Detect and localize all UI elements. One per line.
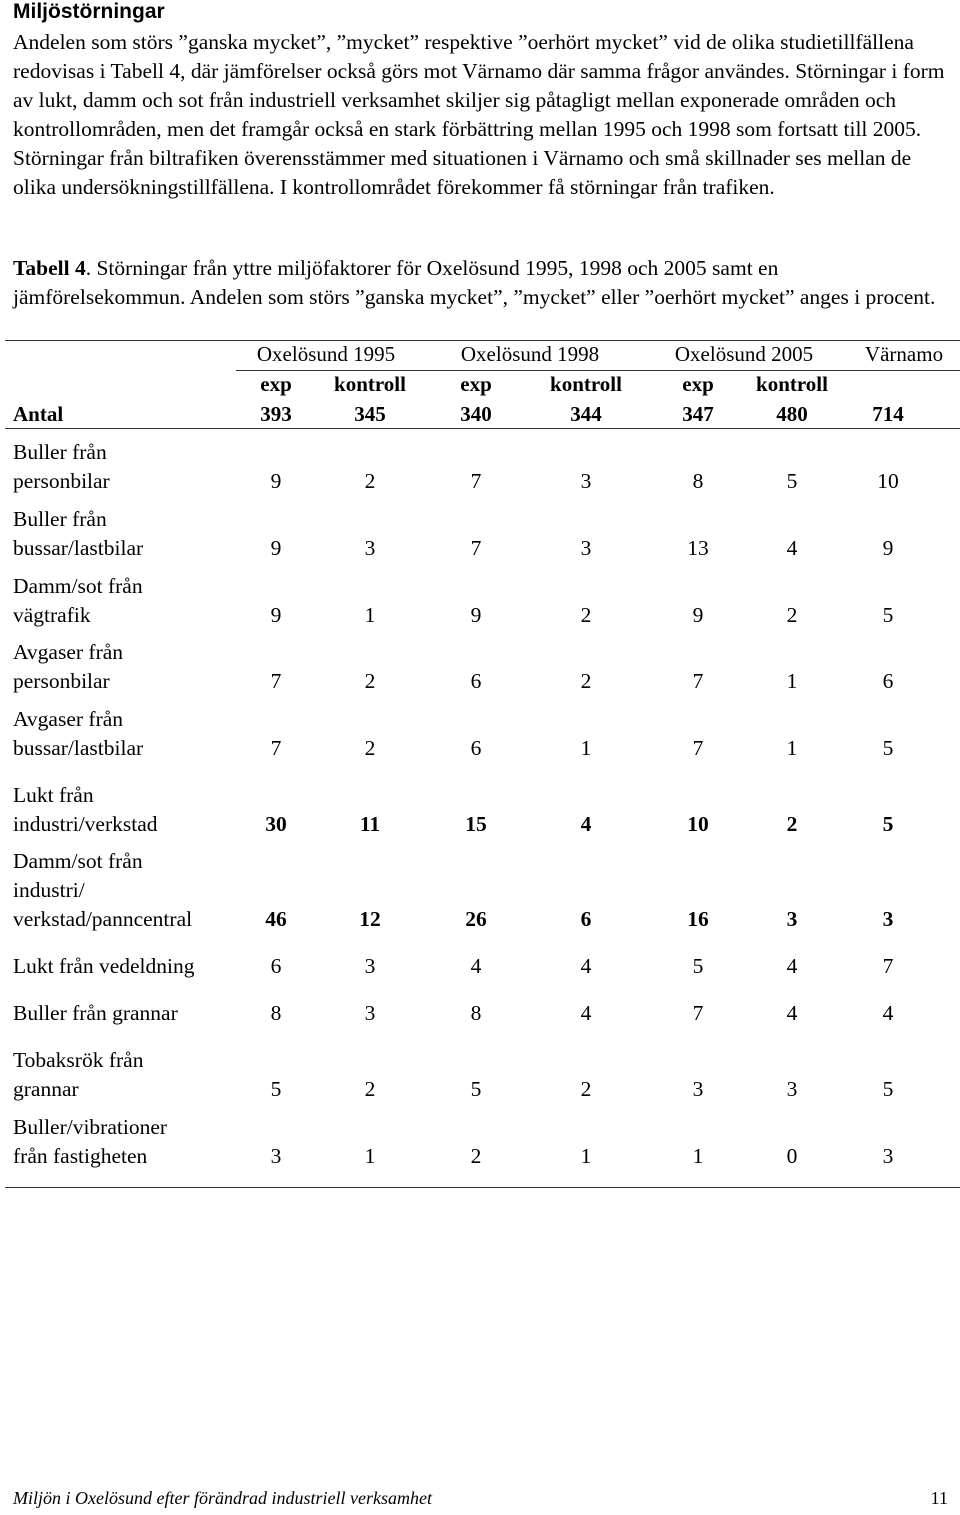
- table-cell: 2: [580, 669, 592, 693]
- row-label: bussar/lastbilar: [13, 736, 144, 760]
- table-cell: 2: [580, 1077, 592, 1101]
- table-caption: [13, 254, 953, 311]
- table-cell: 4: [786, 536, 798, 560]
- row-label: Buller/vibrationer: [13, 1115, 168, 1139]
- table-cell: 8: [470, 1001, 482, 1025]
- antal-value: 393: [260, 402, 292, 426]
- table-cell: 5: [882, 1077, 894, 1101]
- table-cell: 2: [786, 812, 798, 836]
- column-subheader: kontroll: [550, 372, 622, 396]
- table-cell: 3: [882, 1144, 894, 1168]
- table-cell: 7: [692, 736, 704, 760]
- table-cell: 2: [364, 469, 376, 493]
- row-label: Buller från grannar: [13, 1001, 178, 1025]
- table-cell: 30: [265, 812, 287, 836]
- table-cell: 1: [580, 1144, 592, 1168]
- footer-title: Miljön i Oxelösund efter förändrad industriell verksamhet: [13, 1488, 432, 1508]
- table-cell: 15: [465, 812, 487, 836]
- table-cell: 2: [580, 603, 592, 627]
- table-cell: 16: [687, 907, 709, 931]
- row-label: industri/: [13, 878, 85, 902]
- row-label: Damm/sot från: [13, 574, 143, 598]
- row-label: Buller från: [13, 440, 107, 464]
- table-cell: 6: [270, 954, 282, 978]
- table-cell: 1: [786, 669, 798, 693]
- table-cell: 3: [580, 536, 592, 560]
- table-cell: 6: [882, 669, 894, 693]
- table-cell: 4: [580, 1001, 592, 1025]
- table-cell: 46: [265, 907, 287, 931]
- intro-text: Andelen som störs ”ganska mycket”, ”mycket” respektive ”oerhört mycket” vid de olika studietillfällena redovisas i Tabell 4, där jämförelser också görs mot Värnamo där samma frågor användes. Störningar i form av lukt, damm och sot från industriell verksamhet skiljer sig påtagligt mellan exponerade områden och kontrollområden, men det framgår också en stark förbättring mellan 1995 och 1998 som fortsatt till 2005. Störningar från biltrafiken överensstämmer med situationen i Värnamo och små skillnader ses mellan de olika undersökningstillfällena. I kontrollområdet förekommer få störningar från trafiken.: [13, 30, 945, 199]
- table-cell: 9: [270, 469, 282, 493]
- antal-label: Antal: [13, 402, 64, 426]
- table-cell: 3: [580, 469, 592, 493]
- group-header: Oxelösund 2005: [674, 342, 814, 366]
- table-cell: 3: [364, 954, 376, 978]
- row-label: verkstad/panncentral: [13, 907, 193, 931]
- table-cell: 3: [786, 907, 798, 931]
- row-label: Tobaksrök från: [13, 1048, 144, 1072]
- antal-value: 340: [460, 402, 492, 426]
- row-label: personbilar: [13, 469, 110, 493]
- table-cell: 9: [470, 603, 482, 627]
- table-cell: 4: [882, 1001, 894, 1025]
- table-cell: 12: [359, 907, 381, 931]
- table-cell: 26: [465, 907, 487, 931]
- column-subheader: exp: [260, 372, 292, 396]
- table-cell: 3: [692, 1077, 704, 1101]
- table-cell: 6: [470, 736, 482, 760]
- table-cell: 7: [882, 954, 894, 978]
- table-cell: 2: [364, 1077, 376, 1101]
- table-cell: 2: [364, 669, 376, 693]
- table-cell: 3: [882, 907, 894, 931]
- table-cell: 0: [786, 1144, 798, 1168]
- row-label: industri/verkstad: [13, 812, 158, 836]
- table-cell: 7: [270, 736, 282, 760]
- row-label: från fastigheten: [13, 1144, 148, 1168]
- table-cell: 1: [364, 603, 376, 627]
- table-cell: 7: [470, 469, 482, 493]
- row-label: Lukt från: [13, 783, 94, 807]
- row-label: Damm/sot från: [13, 849, 143, 873]
- column-subheader: exp: [682, 372, 714, 396]
- row-label: personbilar: [13, 669, 110, 693]
- table-cell: 7: [470, 536, 482, 560]
- table-cell: 9: [692, 603, 704, 627]
- table-cell: 6: [580, 907, 592, 931]
- table-cell: 8: [270, 1001, 282, 1025]
- table-cell: 5: [692, 954, 704, 978]
- table-cell: 2: [364, 736, 376, 760]
- table-cell: 8: [692, 469, 704, 493]
- table-cell: 3: [364, 1001, 376, 1025]
- table-cell: 10: [877, 469, 899, 493]
- table-cell: 9: [882, 536, 894, 560]
- table-cell: 4: [580, 812, 592, 836]
- table-cell: 7: [692, 669, 704, 693]
- table-cell: 4: [786, 954, 798, 978]
- page-number: 11: [930, 1488, 948, 1508]
- table-cell: 13: [687, 536, 709, 560]
- table-cell: 4: [470, 954, 482, 978]
- table-cell: 2: [470, 1144, 482, 1168]
- row-label: grannar: [13, 1077, 79, 1101]
- table-cell: 9: [270, 536, 282, 560]
- table-caption-label: Tabell 4: [13, 256, 86, 280]
- table-cell: 7: [692, 1001, 704, 1025]
- column-subheader: kontroll: [756, 372, 828, 396]
- table-cell: 9: [270, 603, 282, 627]
- table-cell: 5: [270, 1077, 282, 1101]
- column-subheader: kontroll: [334, 372, 406, 396]
- row-label: Avgaser från: [13, 707, 124, 731]
- row-label: Avgaser från: [13, 640, 124, 664]
- row-label: vägtrafik: [13, 603, 91, 627]
- table-cell: 3: [786, 1077, 798, 1101]
- row-label: Lukt från vedeldning: [13, 954, 195, 978]
- table-caption-text: . Störningar från yttre miljöfaktorer för Oxelösund 1995, 1998 och 2005 samt en jämförelsekommun. Andelen som störs ”ganska mycket”, ”mycket” eller ”oerhört mycket” anges i procent.: [13, 256, 936, 309]
- row-label: Buller från: [13, 507, 107, 531]
- table-cell: 5: [882, 736, 894, 760]
- table-cell: 5: [882, 603, 894, 627]
- table-bottom-rule: [5, 1187, 960, 1188]
- table-cell: 5: [882, 812, 894, 836]
- group-header: Oxelösund 1998: [460, 342, 600, 366]
- table-cell: 11: [359, 812, 381, 836]
- table-cell: 5: [470, 1077, 482, 1101]
- table-cell: 1: [580, 736, 592, 760]
- group-header: Oxelösund 1995: [256, 342, 396, 366]
- antal-value: 345: [354, 402, 386, 426]
- table-cell: 2: [786, 603, 798, 627]
- table-cell: 10: [687, 812, 709, 836]
- table-cell: 7: [270, 669, 282, 693]
- table-cell: 6: [470, 669, 482, 693]
- table-cell: 4: [580, 954, 592, 978]
- group-header: Värnamo: [864, 342, 944, 366]
- table-cell: 4: [786, 1001, 798, 1025]
- antal-value: 344: [570, 402, 602, 426]
- table-cell: 3: [270, 1144, 282, 1168]
- antal-value: 347: [682, 402, 714, 426]
- column-subheader: exp: [460, 372, 492, 396]
- table-cell: 1: [364, 1144, 376, 1168]
- row-label: bussar/lastbilar: [13, 536, 144, 560]
- table-cell: 1: [692, 1144, 704, 1168]
- table-cell: 3: [364, 536, 376, 560]
- section-heading: Miljöstörningar: [13, 0, 165, 23]
- antal-value: 714: [872, 402, 904, 426]
- table-cell: 5: [786, 469, 798, 493]
- header-bottom-rule: [5, 428, 960, 429]
- table-cell: 1: [786, 736, 798, 760]
- intro-paragraph: [13, 28, 953, 202]
- antal-value: 480: [776, 402, 808, 426]
